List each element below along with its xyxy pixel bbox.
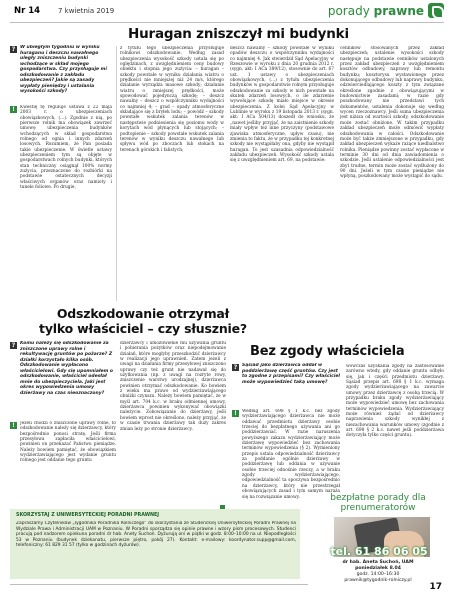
article3-lead: Sąsiad jako dzierżawca oddał w poddzierżawę część gruntów. Czy jest to zgodne z przepisami? Czy właściciel może wypowiedzieć taką umowę? (242, 363, 340, 385)
header-rule (10, 22, 444, 23)
free-advice-title: bezpłatne porady dla prenumeratorów (330, 493, 426, 513)
advice-day: poniedziałek 8.04 (355, 566, 401, 571)
legal-clinic-text: Zapraszamy Czytelników „Tygodnika Poradnika Rolniczego” do skorzystania ze Studenckiej Uniwersyteckiej Poradni Prawnej na Wydziale Prawa i Administracji UAM w Poznaniu. W Poradni sporządza się opinie prawne i wzory pism procesowych. Studenci pracują pod nadzorem opiekuna poradni dr hab. Anety Suchoń. Dyżurują oni w piątki w godz. 8:00–10:00 na ul. Niepodległości 53 w Poznaniu (budynek dziekanatu, pierwsze piętro, pokój 27). Kontakt: e-mailowy: koordynator.supp@gmail.com, telefoniczny: 61 829 31 57 (tylko w godzinach dyżurów). (16, 521, 296, 549)
article2-title: Odszkodowanie otrzymał tylko właściciel – czy słusznie? (39, 306, 247, 336)
article1-col4: cenników stosowanych przez zakład ubezpieczeń; ustalenie wysokości szkody następuje na podstawie cenników ustalonych przez zakład ubezpieczeń z uwzględnieniem kosztów odbudowy, naprawy lub remontu budynku; kosztorysu wystawionego przez dokonującego odbudowy lub naprawy budynku, odzwierciedlającego koszty z tym związane określone zgodnie z obowiązującymi w budownictwie zasadami; w razie gdy poszkodowany nie przedstawi tych dokumentów, ustalenia dokonuje się według wycen rzeczoznawcy. Jeśli suma ubezpieczenia jest niższa od wartości szkody, odszkodowanie może zostać obniżone. W takim przypadku zakład ubezpieczeń może odmówić wypłaty odszkodowania w całości. Odszkodowanie może być także zmniejszone w przypadku, gdy zakład ubezpieczeń wykaże rażące niedbalstwo rolnika. Pieniądze powinny zostać wypłacone w terminie 30 dni od dnia zawiadomienia o szkodzie. Jeśli ustalenie odpowiedzialności jest zbyt trudne, termin może zostać wydłużony do 90 dni. Jeżeli w tym czasie pieniądze nie wpłyną, poszkodowany może wystąpić do sądu. (340, 46, 444, 180)
article3-title: Bez zgody właściciela (250, 344, 405, 359)
article1-lead: W ubiegłym tygodniu w wyniku huraganu i deszczu nawałnego uległy zniszczeniu budynki wchodzące w skład mojego gospodarstwa. Czy przysługuje mi odszkodowanie z zakładu ubezpieczeń? Jakie są zasady wypłaty pieniędzy i ustalania wysokości szkody? (20, 45, 107, 94)
advice-phone-number[interactable]: tel. 61 86 06 05 (330, 545, 428, 558)
brand-light: porady (327, 4, 374, 18)
article2-col2: dzierżawcy i umożliwienie mu używania gruntu i pobierania pożytków oraz niepodejmowanie działań, które mogłyby przeszkodzić dzierżawcy w realizacji jego uprawnień. Zatem jeżeli z uwagi na działania firmy przesyłowej zniszczono uprawy czy też grunt nie nadawał się do użytkowania (np. z uwagi na rozryte rowy, zniszczenie warstwy urodzajnej), dzierżawca powinien otrzymać odszkodowanie. Ko bowiem z wieku ma prawo od wydzierżawiającego obniżki czynszu. Należy bowiem pamiętać, że w myśl art. 704 k.c. w braku odmiennej umowy, dzierżawca powinien wykonywać obowiązki należycie. Zobowiązanie do dzierżawy, jeśli bowiem wprost nie określono, należy przyjąć, że w czasie trwania dzierżawy tak duży zakres zmian leży po stronie dzierżawcy. (120, 341, 226, 432)
article1-title: Huragan zniszczył mi budynki (128, 26, 349, 42)
advice-email[interactable]: prawnik@tygodnik-rolniczy.pl (344, 578, 412, 583)
issue-date: 7 kwietnia 2019 (58, 7, 115, 15)
answer-icon: ! (10, 422, 17, 429)
article1-col3: deszcz nawalny – szkody powstałe w wyniku opadów deszczu o współczynniku wydajności co najmniej 4. Jak stwierdził Sąd Apelacyjny w Rzeszowie w wyroku z dnia 20 grudnia 2012 r. (sygn. akt: I ACa 389/12), stosownie do art. 67 ust. 1 ustawy o ubezpieczeniach obowiązkowych, (...) z tytułu ubezpieczenia budynków w gospodarstwie rolnym przysługuje odszkodowanie za szkody w nich powstałe na skutek zdarzeń losowych, o ile zdarzenie wywołujące szkodę miało miejsce w okresie ubezpieczenia. Z kolei Sąd Apelacyjny w Lublinie w wyroku z 19 listopada 2013 r. (sygn. akt: I ACa 504/13) doszedł do wniosku, że „nawet jeśliby przyjąć, że na zaistnienie szkody miały wpływ też inne przyczyny (podstawowe zjawiska atmosferyczne, upływ czasu), nie zmienia to faktu, że w przypadku tej konkretnej szkody nie wystąpiłaby ona, gdyby nie wystąpił huragan. To jest uzasadnia odpowiedzialność zakładu ubezpieczeń. Wysokość szkody ustala się z uwzględnieniem art. 69, na podstawie: (230, 46, 334, 164)
article1-col1: Kwestię tę reguluje ustawa z 22 maja 2003 r. o ubezpieczeniach obowiązkowych, (...). Zgodnie z nią, po pierwsze rolnik ma obowiązek zawrzeć umowę ubezpieczenia budynków wchodzących w skład gospodarstwa rolnego od ognia i innych zdarzeń losowych. Rozumiem, że Pan posiada takie ubezpieczenie. W świetle ustawy ubezpieczeniem tym są objęte w gospodarstwach rolnych budynki, których stan techniczny osiągnął 100% normy zużycia, przeznaczone do rozbiórki na podstawie ostatecznych decyzji właściwych organów oraz namioty i tunele foliowe. Po drugie, (20, 105, 112, 191)
footer-rule (10, 584, 308, 585)
advisor-name: dr hab. Aneta Suchoń, UAM (342, 560, 414, 565)
issue-number: Nr 14 (14, 6, 41, 16)
article2-lead: Komu należy się odszkodowanie za zniszczone uprawy rolne i rekultywację gruntów po pożarze? Z działki korzystało kilka osób. Odszkodowanie wypłacono właścicielowi. Gdy się upomniałem o odszkodowanie, właściciel odesłał mnie do ubezpieczyciela. Jaki jest okres wypowiedzenia umowy dzierżawy na czas nieoznaczony? (20, 341, 113, 396)
brand-bold: prawne (373, 4, 424, 18)
section-brand (328, 4, 424, 18)
question-icon: ? (233, 364, 238, 371)
page-number: 17 (429, 582, 442, 592)
article1-col2: z tytułu tego ubezpieczenia przysługuje rolnikowi odszkodowanie. Według zasad ubezpieczenia wysokość szkody ustala się po oględzinach, z uwzględnieniem ceny budowy obiektu i stopnia jego zużycia: – huragan – szkody powstałe w wyniku działania wiatru o prędkości nie mniejszej niż 24 m/s, którego działanie wyrządza masowe szkody; działanie wiatru o mniejszej prędkości, może spowodować pojedynczą szkodę; – deszcz nawalny – deszcz o współczynniku wydajności co najmniej 4; – grad – opady atmosferyczne składające się z bryłek lodu; – powódź – szkody powstałe wskutek zalania terenów w następstwie podniesienia się poziomu wody w korytach wód płynących lub stojących; – podtopienie – szkody powstałe wskutek zalania terenów w wyniku deszczu nawalnego lub spływu wód po zboczach lub stokach na terenach górskich i falistych; (120, 46, 224, 153)
answer-icon: ! (10, 106, 17, 113)
article3-col2: wówczas uzyskania zgody na zastosowanie zarówno wtedy, gdy oddanie gruntu odbyło się, jak i części przedmiotu dzierżawy. Sąsiad przepis art. 698 § 1 k.c. wymaga zgody wydzierżawiającego na zawarcie umowy przez dzierżawcę z osobą trzecią. W przypadku braku zgody wydzierżawiający może wypowiedzieć umowę bez zachowania terminów wypowiedzenia. Wydzierżawiający może również żądać od dzierżawcy naprawienia szkody wynikłej z niezachowania warunków umowy (zgodnie z art. 698 § 2 k.c. nawet jeśli poddzierżawa dotyczyła tylko części gruntu). (346, 364, 444, 439)
column-divider (116, 46, 117, 301)
section-logo-icon (428, 3, 444, 18)
article3-col1: Według art. 698 § 1 k.c. bez zgody wydzierżawiającego dzierżawca nie może oddawać przedmiotu dzierżawy osobie trzeciej do bezpłatnego używania ani go poddzierżawiać. W razie naruszenia powyższego zakazu wydzierżawiający może dzierżawę wypowiedzieć bez zachowania terminów wypowiedzenia (§ 2). Wymieniony przepis ustala odpowiedzialność dzierżawcy za poddanie ogólnie dzierżawy w poddzierżawę lub oddania w używanie osobie trzeciej odnośnie rzeczy, a w braku zgody wydzierżawiającego, odpowiedzialność ta spoczywa bezpośrednio na dzierżawcy, który nie przestrzegał obowiązujących zasad i tym samym naraża się na rozwiązanie umowy. (242, 409, 340, 500)
article2-col1: Jeżeli chodzi o zniszczone uprawy rolne, to odszkodowanie należy się dzierżawcy, który bezpośrednio ponosi stratę. Jeśli firma przesyłowa zapłaciła właścicielowi, powinien on przekazać Państwu pieniądze. Należy bowiem pamiętać, że obowiązkiem wydzierżawiającego jest wydanie gruntu rolnego jest oddanie tego gruntu (20, 421, 116, 464)
answer-icon: ! (232, 410, 239, 417)
advice-contact-info (312, 560, 444, 584)
question-icon: ? (11, 46, 16, 53)
legal-clinic-title: SKORZYSTAJ Z UNIWERSYTECKIEJ PORADNI PRAWNEJ (16, 513, 160, 518)
question-icon: ? (11, 342, 16, 349)
advice-hours: godz. 14:00–16:30 (356, 572, 400, 577)
